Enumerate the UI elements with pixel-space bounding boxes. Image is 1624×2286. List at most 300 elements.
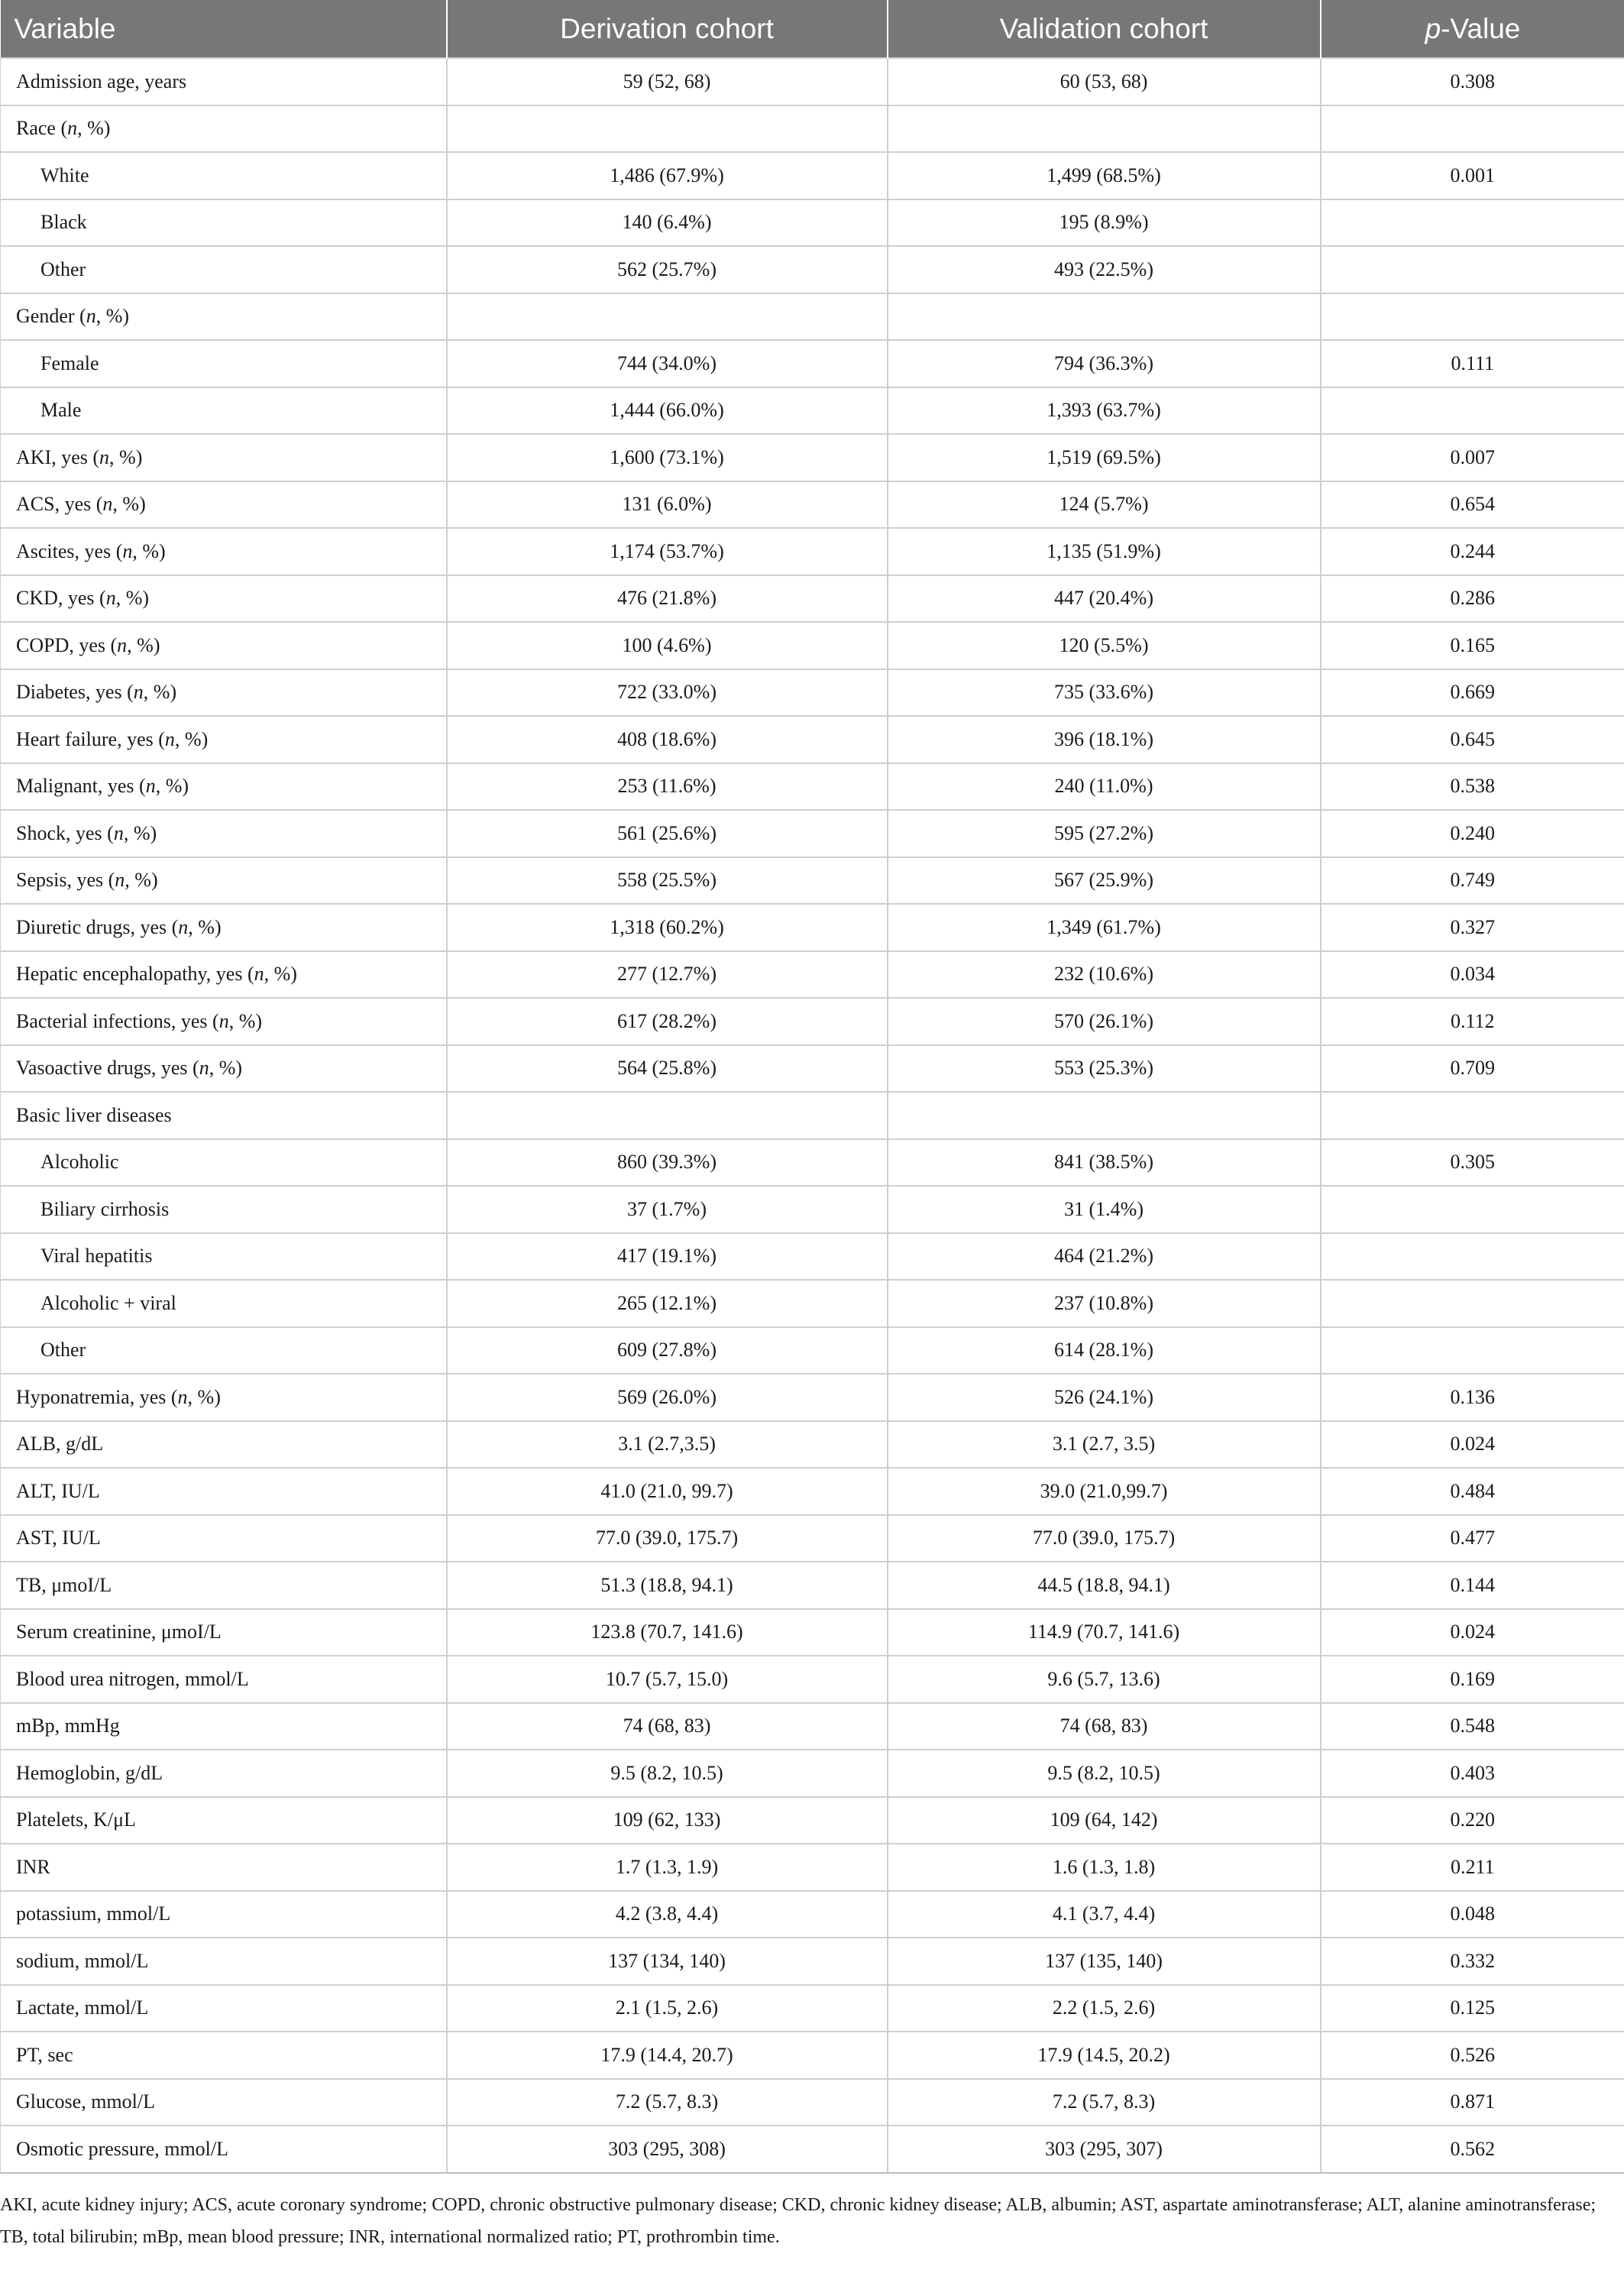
p-value-cell: 0.001 [1321, 152, 1624, 199]
derivation-cell [447, 105, 888, 153]
variable-cell [1, 2032, 447, 2079]
table-body [1, 58, 1624, 2173]
validation-cell: 9.6 (5.7, 13.6) [888, 1656, 1321, 1703]
variable-label-suffix: , %) [209, 1057, 243, 1080]
derivation-cell: 561 (25.6%) [447, 810, 888, 857]
variable-cell [1, 2126, 447, 2173]
p-value-cell: 0.244 [1321, 528, 1624, 575]
p-value-cell [1321, 1280, 1624, 1327]
variable-cell [1, 810, 447, 857]
variable-label: Hemoglobin, g/dL [16, 1761, 163, 1784]
variable-cell [1, 152, 447, 199]
header-row [1, 0, 1624, 58]
derivation-cell: 1,444 (66.0%) [447, 387, 888, 435]
variable-cell [1, 1985, 447, 2032]
variable-cell [1, 1703, 447, 1750]
derivation-cell: 417 (19.1%) [447, 1233, 888, 1281]
validation-cell: 567 (25.9%) [888, 857, 1321, 905]
validation-cell: 44.5 (18.8, 94.1) [888, 1562, 1321, 1609]
p-value-cell: 0.871 [1321, 2079, 1624, 2126]
p-value-cell: 0.286 [1321, 575, 1624, 623]
validation-cell: 74 (68, 83) [888, 1703, 1321, 1750]
table-row [1, 1233, 1624, 1281]
validation-cell: 237 (10.8%) [888, 1280, 1321, 1327]
variable-label: CKD, yes ( [16, 587, 106, 610]
validation-cell: 120 (5.5%) [888, 622, 1321, 669]
derivation-cell: 1,486 (67.9%) [447, 152, 888, 199]
validation-cell: 39.0 (21.0,99.7) [888, 1468, 1321, 1515]
derivation-cell: 265 (12.1%) [447, 1280, 888, 1327]
p-value-cell: 0.749 [1321, 857, 1624, 905]
derivation-cell: 744 (34.0%) [447, 340, 888, 387]
variable-cell [1, 1515, 447, 1562]
variable-cell [1, 434, 447, 481]
header-variable: Variable [14, 12, 116, 44]
n-italic: n [177, 1385, 188, 1408]
table-row [1, 1562, 1624, 1609]
variable-label: Blood urea nitrogen, mmol/L [16, 1667, 249, 1690]
validation-cell: 114.9 (70.7, 141.6) [888, 1609, 1321, 1656]
validation-cell: 232 (10.6%) [888, 951, 1321, 999]
validation-cell: 9.5 (8.2, 10.5) [888, 1750, 1321, 1797]
variable-cell [1, 1139, 447, 1187]
variable-label-suffix: , %) [174, 727, 209, 750]
n-italic: n [99, 445, 110, 468]
variable-cell [1, 58, 447, 105]
derivation-cell: 59 (52, 68) [447, 58, 888, 105]
p-value-cell [1321, 105, 1624, 153]
table-header [1, 0, 1624, 58]
variable-cell [1, 1609, 447, 1656]
n-italic: n [113, 821, 124, 844]
variable-label: Malignant, yes ( [16, 775, 146, 798]
variable-label: Race ( [16, 117, 68, 140]
validation-cell: 570 (26.1%) [888, 998, 1321, 1045]
n-italic: n [105, 587, 116, 610]
p-value-cell [1321, 1186, 1624, 1233]
table-row [1, 1139, 1624, 1187]
validation-cell: 3.1 (2.7, 3.5) [888, 1421, 1321, 1468]
variable-label: ALB, g/dL [16, 1433, 104, 1455]
table-row [1, 246, 1624, 293]
table-row [1, 1656, 1624, 1703]
variable-label: Vasoactive drugs, yes ( [16, 1057, 199, 1080]
table-row [1, 716, 1624, 763]
variable-cell [1, 669, 447, 717]
derivation-cell: 277 (12.7%) [447, 951, 888, 999]
validation-cell: 109 (64, 142) [888, 1797, 1321, 1844]
table-row [1, 2079, 1624, 2126]
variable-label: ACS, yes ( [16, 493, 103, 516]
variable-label: Alcoholic [40, 1151, 119, 1174]
variable-label: Alcoholic + viral [40, 1291, 176, 1314]
validation-cell: 4.1 (3.7, 4.4) [888, 1891, 1321, 1938]
variable-label: Sepsis, yes ( [16, 869, 115, 892]
table-row [1, 1515, 1624, 1562]
variable-label: sodium, mmol/L [16, 1949, 149, 1972]
variable-label: Male [40, 399, 82, 422]
variable-cell [1, 1421, 447, 1468]
p-value-cell: 0.136 [1321, 1374, 1624, 1421]
variable-cell [1, 1656, 447, 1703]
table-row [1, 998, 1624, 1045]
variable-label: Admission age, years [16, 70, 187, 92]
validation-cell: 60 (53, 68) [888, 58, 1321, 105]
derivation-cell: 562 (25.7%) [447, 246, 888, 293]
derivation-cell: 100 (4.6%) [447, 622, 888, 669]
validation-cell: 1.6 (1.3, 1.8) [888, 1844, 1321, 1891]
table-row [1, 1891, 1624, 1938]
variable-label: Hepatic encephalopathy, yes ( [16, 963, 254, 986]
variable-cell [1, 1938, 447, 1985]
validation-cell: 195 (8.9%) [888, 199, 1321, 247]
derivation-cell: 1,600 (73.1%) [447, 434, 888, 481]
variable-cell [1, 2079, 447, 2126]
validation-cell [888, 1092, 1321, 1139]
variable-cell [1, 1092, 447, 1139]
n-italic: n [86, 305, 96, 328]
table-row [1, 810, 1624, 857]
table-row [1, 1844, 1624, 1891]
p-value-cell: 0.125 [1321, 1985, 1624, 2032]
variable-cell [1, 857, 447, 905]
variable-cell [1, 246, 447, 293]
p-value-cell: 0.332 [1321, 1938, 1624, 1985]
table-row [1, 1045, 1624, 1093]
table-row [1, 669, 1624, 717]
variable-label: Lactate, mmol/L [16, 1996, 149, 2019]
table-row [1, 152, 1624, 199]
variable-label-suffix: , %) [132, 539, 166, 562]
variable-cell [1, 481, 447, 529]
p-value-cell: 0.538 [1321, 763, 1624, 811]
variable-label: Ascites, yes ( [16, 539, 123, 562]
p-value-cell: 0.024 [1321, 1421, 1624, 1468]
variable-label: Gender ( [16, 305, 86, 328]
variable-cell [1, 199, 447, 247]
n-italic: n [218, 1009, 229, 1032]
n-italic: n [254, 963, 264, 986]
variable-label-suffix: , %) [188, 915, 222, 938]
variable-label-suffix: , %) [115, 587, 150, 610]
n-italic: n [145, 775, 156, 798]
derivation-cell: 3.1 (2.7,3.5) [447, 1421, 888, 1468]
variable-label-suffix: , %) [112, 493, 146, 516]
derivation-cell: 860 (39.3%) [447, 1139, 888, 1187]
p-value-cell: 0.654 [1321, 481, 1624, 529]
p-value-cell: 0.007 [1321, 434, 1624, 481]
table-row [1, 763, 1624, 811]
p-value-cell: 0.111 [1321, 340, 1624, 387]
p-value-cell [1321, 293, 1624, 341]
p-value-cell: 0.305 [1321, 1139, 1624, 1187]
validation-cell: 526 (24.1%) [888, 1374, 1321, 1421]
variable-cell [1, 1186, 447, 1233]
derivation-cell: 1,174 (53.7%) [447, 528, 888, 575]
table-row [1, 1468, 1624, 1515]
n-italic: n [115, 869, 125, 892]
p-value-cell: 0.048 [1321, 1891, 1624, 1938]
table-row [1, 199, 1624, 247]
p-value-cell [1321, 387, 1624, 435]
variable-label: Black [40, 211, 87, 234]
variable-cell [1, 293, 447, 341]
validation-cell: 447 (20.4%) [888, 575, 1321, 623]
derivation-cell: 303 (295, 308) [447, 2126, 888, 2173]
derivation-cell: 564 (25.8%) [447, 1045, 888, 1093]
variable-cell [1, 1327, 447, 1375]
variable-label: Basic liver diseases [16, 1103, 172, 1126]
validation-cell: 794 (36.3%) [888, 340, 1321, 387]
validation-cell [888, 293, 1321, 341]
variable-label-suffix: , %) [125, 869, 158, 892]
variable-label-suffix: , %) [155, 775, 189, 798]
table-row [1, 857, 1624, 905]
p-value-cell: 0.034 [1321, 951, 1624, 999]
variable-cell [1, 951, 447, 999]
variable-cell [1, 622, 447, 669]
variable-label: AKI, yes ( [16, 445, 100, 468]
validation-cell: 614 (28.1%) [888, 1327, 1321, 1375]
derivation-cell: 74 (68, 83) [447, 1703, 888, 1750]
p-value-cell: 0.169 [1321, 1656, 1624, 1703]
validation-cell: 553 (25.3%) [888, 1045, 1321, 1093]
validation-cell: 493 (22.5%) [888, 246, 1321, 293]
p-value-cell: 0.669 [1321, 669, 1624, 717]
validation-cell [888, 105, 1321, 153]
table-row [1, 951, 1624, 999]
table-row [1, 1938, 1624, 1985]
p-value-cell [1321, 246, 1624, 293]
p-value-cell: 0.240 [1321, 810, 1624, 857]
variable-label-suffix: , %) [143, 681, 177, 704]
variable-label: Biliary cirrhosis [40, 1197, 170, 1220]
table-row [1, 575, 1624, 623]
variable-label-suffix: , %) [187, 1385, 221, 1408]
table-row [1, 387, 1624, 435]
derivation-cell: 722 (33.0%) [447, 669, 888, 717]
n-italic: n [133, 681, 144, 704]
table-row [1, 1280, 1624, 1327]
variable-label: Other [40, 257, 86, 280]
table-row [1, 481, 1624, 529]
derivation-cell: 253 (11.6%) [447, 763, 888, 811]
n-italic: n [122, 539, 133, 562]
p-value-cell: 0.144 [1321, 1562, 1624, 1609]
table-row [1, 1327, 1624, 1375]
validation-cell: 841 (38.5%) [888, 1139, 1321, 1187]
table-row [1, 1186, 1624, 1233]
table-row [1, 904, 1624, 951]
p-value-cell [1321, 1092, 1624, 1139]
p-value-cell: 0.645 [1321, 716, 1624, 763]
validation-cell: 17.9 (14.5, 20.2) [888, 2032, 1321, 2079]
table-row [1, 528, 1624, 575]
variable-cell [1, 1797, 447, 1844]
variable-cell [1, 528, 447, 575]
p-value-cell: 0.211 [1321, 1844, 1624, 1891]
variable-cell [1, 105, 447, 153]
header-validation-cohort: Validation cohort [888, 0, 1321, 58]
variable-label: mBp, mmHg [16, 1714, 120, 1737]
variable-cell [1, 998, 447, 1045]
p-value-cell: 0.112 [1321, 998, 1624, 1045]
variable-label-suffix: , %) [95, 305, 130, 328]
table-row [1, 2126, 1624, 2173]
derivation-cell [447, 293, 888, 341]
variable-label: PT, sec [16, 2043, 73, 2066]
table-footnote: AKI, acute kidney injury; ACS, acute coronary syndrome; COPD, chronic obstructive pulmonary disease; CKD, chronic kidney disease; ALB, albumin; AST, aspartate aminotransferase; ALT, alanine aminotransferase; TB, total bilirubin; mBp, mean blood pressure; INR, international normalized ratio; PT, prothrombin time. [0, 2195, 1597, 2247]
table-row [1, 1421, 1624, 1468]
validation-cell: 1,393 (63.7%) [888, 387, 1321, 435]
p-value-cell [1321, 1233, 1624, 1281]
header-p-suffix: -Value [1441, 12, 1521, 44]
derivation-cell: 137 (134, 140) [447, 1938, 888, 1985]
n-italic: n [102, 493, 113, 516]
variable-label: Glucose, mmol/L [16, 2090, 155, 2113]
n-italic: n [178, 915, 189, 938]
derivation-cell: 1.7 (1.3, 1.9) [447, 1844, 888, 1891]
variable-label: potassium, mmol/L [16, 1902, 171, 1925]
derivation-cell: 4.2 (3.8, 4.4) [447, 1891, 888, 1938]
derivation-cell: 9.5 (8.2, 10.5) [447, 1750, 888, 1797]
p-value-cell [1321, 199, 1624, 247]
validation-cell: 1,135 (51.9%) [888, 528, 1321, 575]
table-row [1, 340, 1624, 387]
validation-cell: 735 (33.6%) [888, 669, 1321, 717]
p-value-cell: 0.548 [1321, 1703, 1624, 1750]
variable-label: Heart failure, yes ( [16, 727, 165, 750]
table-row [1, 1374, 1624, 1421]
header-p-italic: p [1425, 12, 1441, 44]
variable-cell [1, 1891, 447, 1938]
header-p-value [1321, 0, 1624, 58]
table-row [1, 105, 1624, 153]
variable-cell [1, 1374, 447, 1421]
derivation-cell: 131 (6.0%) [447, 481, 888, 529]
validation-cell: 7.2 (5.7, 8.3) [888, 2079, 1321, 2126]
table-row [1, 293, 1624, 341]
variable-label: Diuretic drugs, yes ( [16, 915, 179, 938]
variable-label: Diabetes, yes ( [16, 681, 134, 704]
variable-label: Serum creatinine, μmoI/L [16, 1621, 222, 1643]
derivation-cell: 1,318 (60.2%) [447, 904, 888, 951]
variable-label: COPD, yes ( [16, 633, 118, 656]
table-row [1, 1703, 1624, 1750]
variable-cell [1, 340, 447, 387]
table-row [1, 1797, 1624, 1844]
variable-label: White [40, 164, 89, 186]
validation-cell: 124 (5.7%) [888, 481, 1321, 529]
derivation-cell: 569 (26.0%) [447, 1374, 888, 1421]
variable-label: Platelets, K/μL [16, 1808, 136, 1831]
variable-cell [1, 904, 447, 951]
derivation-cell: 37 (1.7%) [447, 1186, 888, 1233]
validation-cell: 396 (18.1%) [888, 716, 1321, 763]
variable-label: AST, IU/L [16, 1527, 101, 1549]
table-row [1, 58, 1624, 105]
p-value-cell: 0.403 [1321, 1750, 1624, 1797]
validation-cell: 464 (21.2%) [888, 1233, 1321, 1281]
derivation-cell: 41.0 (21.0, 99.7) [447, 1468, 888, 1515]
derivation-cell: 77.0 (39.0, 175.7) [447, 1515, 888, 1562]
derivation-cell: 2.1 (1.5, 2.6) [447, 1985, 888, 2032]
variable-label: Female [40, 351, 99, 374]
variable-label: Other [40, 1339, 86, 1362]
variable-label-suffix: , %) [109, 445, 143, 468]
p-value-cell: 0.308 [1321, 58, 1624, 105]
variable-label: Hyponatremia, yes ( [16, 1385, 178, 1408]
variable-cell [1, 1468, 447, 1515]
variable-label: ALT, IU/L [16, 1479, 100, 1502]
n-italic: n [117, 633, 128, 656]
table-row [1, 622, 1624, 669]
validation-cell: 1,349 (61.7%) [888, 904, 1321, 951]
table-row [1, 2032, 1624, 2079]
variable-cell [1, 1562, 447, 1609]
n-italic: n [67, 117, 78, 140]
variable-label: INR [16, 1855, 50, 1878]
variable-cell [1, 1045, 447, 1093]
variable-cell [1, 387, 447, 435]
derivation-cell: 558 (25.5%) [447, 857, 888, 905]
variable-label-suffix: , %) [123, 821, 157, 844]
derivation-cell: 609 (27.8%) [447, 1327, 888, 1375]
p-value-cell: 0.484 [1321, 1468, 1624, 1515]
p-value-cell: 0.024 [1321, 1609, 1624, 1656]
header-derivation-cohort: Derivation cohort [447, 0, 888, 58]
p-value-cell: 0.165 [1321, 622, 1624, 669]
p-value-cell: 0.477 [1321, 1515, 1624, 1562]
variable-cell [1, 1233, 447, 1281]
p-value-cell: 0.327 [1321, 904, 1624, 951]
derivation-cell: 476 (21.8%) [447, 575, 888, 623]
p-value-cell: 0.220 [1321, 1797, 1624, 1844]
derivation-cell: 17.9 (14.4, 20.7) [447, 2032, 888, 2079]
p-value-cell: 0.526 [1321, 2032, 1624, 2079]
p-value-cell: 0.562 [1321, 2126, 1624, 2173]
n-italic: n [199, 1057, 209, 1080]
variable-cell [1, 1844, 447, 1891]
p-value-cell: 0.709 [1321, 1045, 1624, 1093]
n-italic: n [164, 727, 175, 750]
p-value-cell [1321, 1327, 1624, 1375]
derivation-cell: 408 (18.6%) [447, 716, 888, 763]
derivation-cell: 7.2 (5.7, 8.3) [447, 2079, 888, 2126]
variable-label: Shock, yes ( [16, 821, 114, 844]
validation-cell: 595 (27.2%) [888, 810, 1321, 857]
variable-label: TB, μmoI/L [16, 1573, 112, 1596]
table-row [1, 1092, 1624, 1139]
validation-cell: 137 (135, 140) [888, 1938, 1321, 1985]
variable-label-suffix: , %) [228, 1009, 263, 1032]
derivation-cell [447, 1092, 888, 1139]
derivation-cell: 140 (6.4%) [447, 199, 888, 247]
variable-label: Viral hepatitis [40, 1245, 153, 1268]
variable-label-suffix: , %) [127, 633, 160, 656]
derivation-cell: 123.8 (70.7, 141.6) [447, 1609, 888, 1656]
variable-label-suffix: , %) [77, 117, 111, 140]
variable-cell [1, 575, 447, 623]
derivation-cell: 109 (62, 133) [447, 1797, 888, 1844]
validation-cell: 77.0 (39.0, 175.7) [888, 1515, 1321, 1562]
derivation-cell: 10.7 (5.7, 15.0) [447, 1656, 888, 1703]
validation-cell: 240 (11.0%) [888, 763, 1321, 811]
validation-cell: 1,499 (68.5%) [888, 152, 1321, 199]
table-row [1, 1750, 1624, 1797]
variable-cell [1, 1280, 447, 1327]
table-row [1, 1985, 1624, 2032]
